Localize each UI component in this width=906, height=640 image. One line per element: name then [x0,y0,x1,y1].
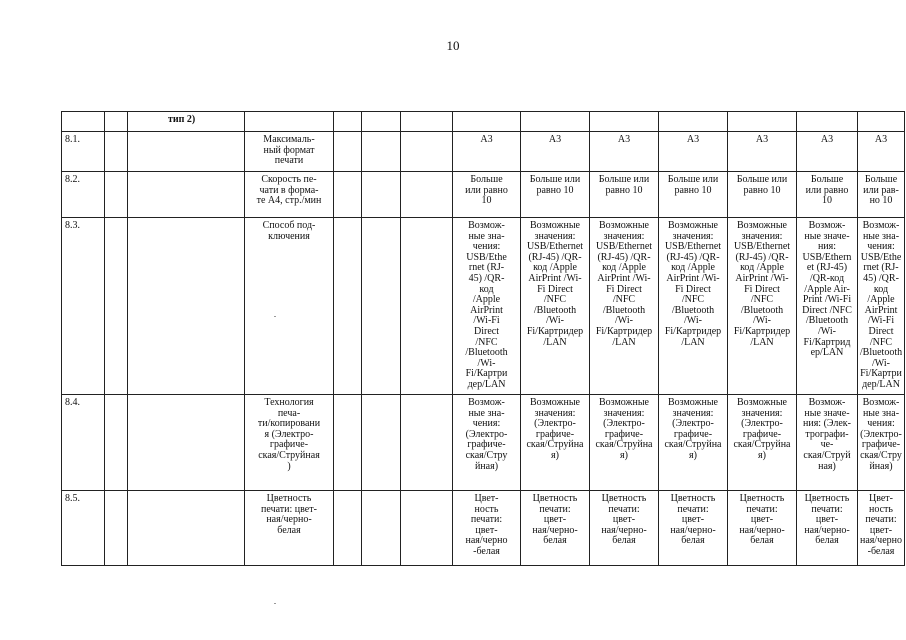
value-cell: Больше или равно 10 [797,172,858,218]
cell-empty [797,112,858,132]
cell-empty [334,395,362,491]
cell-empty [334,491,362,566]
value-cell: Цвет- ность печати: цвет- ная/черно -белая [453,491,521,566]
cell-empty [105,172,128,218]
cell-empty [334,112,362,132]
characteristic-name: Технология печа- ти/копировани я (Электро- графиче- ская/Струйная ) [245,395,334,491]
value-cell: Возмож- ные зна- чения: USB/Ethe rnet (RJ- 45) /QR- код /Apple AirPrint /Wi-Fi Direct /NFC /Bluetooth /Wi- Fi/Картри дер/LAN [858,218,905,395]
table-row [62,395,905,491]
cell-empty [128,491,245,566]
value-cell: Возможные значения: (Электро- графиче- ская/Струйна я) [728,395,797,491]
value-cell: А3 [521,132,590,172]
cell-empty [401,132,453,172]
value-cell: Больше или рав- но 10 [858,172,905,218]
value-cell: Возмож- ные зна- чения: (Электро- графиче- ская/Стру йная) [453,395,521,491]
cell-empty [453,112,521,132]
value-cell: Возможные значения: (Электро- графиче- ская/Струйна я) [590,395,659,491]
value-cell: А3 [858,132,905,172]
item-number: 8.5. [62,491,105,566]
value-cell: Цветность печати: цвет- ная/черно- белая [590,491,659,566]
value-cell: Больше или равно 10 [521,172,590,218]
value-cell: А3 [797,132,858,172]
value-cell: Возможные значения: (Электро- графиче- ская/Струйна я) [521,395,590,491]
value-cell: Возможные значения: USB/Ethernet (RJ-45) /QR- код /Apple AirPrint /Wi- Fi Direct /NFC /Bluetooth /Wi- Fi/Картридер /LAN [659,218,728,395]
value-cell: Возможные значения: USB/Ethernet (RJ-45) /QR- код /Apple AirPrint /Wi- Fi Direct /NFC /Bluetooth /Wi- Fi/Картридер /LAN [521,218,590,395]
cell-empty [858,112,905,132]
scan-speck [274,603,276,604]
value-cell: Цветность печати: цвет- ная/черно- белая [728,491,797,566]
value-cell: Цветность печати: цвет- ная/черно- белая [659,491,728,566]
cell-empty [362,491,401,566]
cell-empty [128,218,245,395]
value-cell: Возмож- ные зна- чения: (Электро- графиче- ская/Стру йная) [858,395,905,491]
cell-empty [105,218,128,395]
value-cell: Возможные значения: USB/Ethernet (RJ-45) /QR- код /Apple AirPrint /Wi- Fi Direct /NFC /Bluetooth /Wi- Fi/Картридер /LAN [590,218,659,395]
section-header: тип 2) [128,112,245,132]
cell-empty [401,218,453,395]
cell-empty [128,132,245,172]
value-cell: Возмож- ные значе- ния: (Элек- трографи- че- ская/Струй ная) [797,395,858,491]
table-row [62,132,905,172]
value-cell: А3 [453,132,521,172]
cell-empty [334,172,362,218]
value-cell: Больше или равно 10 [590,172,659,218]
scan-speck [274,316,276,317]
table-row [62,112,905,132]
cell-num [62,112,105,132]
page-number: 10 [446,38,460,53]
cell-empty [590,112,659,132]
value-cell: А3 [659,132,728,172]
cell-empty [105,112,128,132]
table-row [62,491,905,566]
value-cell: А3 [590,132,659,172]
cell-empty [401,112,453,132]
value-cell: Возмож- ные зна- чения: USB/Ethe rnet (RJ- 45) /QR- код /Apple AirPrint /Wi-Fi Direct /NFC /Bluetooth /Wi- Fi/Картри дер/LAN [453,218,521,395]
characteristic-name: Максималь- ный формат печати [245,132,334,172]
cell-empty [362,395,401,491]
value-cell: Цвет- ность печати: цвет- ная/черно -белая [858,491,905,566]
item-number: 8.4. [62,395,105,491]
cell-empty [521,112,590,132]
value-cell: А3 [728,132,797,172]
cell-empty [728,112,797,132]
cell-empty [362,112,401,132]
characteristic-name: Способ под- ключения [245,218,334,395]
value-cell: Цветность печати: цвет- ная/черно- белая [521,491,590,566]
spec-table [61,111,905,566]
cell-empty [128,395,245,491]
value-cell: Цветность печати: цвет- ная/черно- белая [797,491,858,566]
cell-empty [128,172,245,218]
cell-empty [334,218,362,395]
value-cell: Возможные значения: (Электро- графиче- ская/Струйна я) [659,395,728,491]
cell-empty [362,132,401,172]
item-number: 8.1. [62,132,105,172]
cell-empty [245,112,334,132]
characteristic-name: Цветность печати: цвет- ная/черно- белая [245,491,334,566]
item-number: 8.3. [62,218,105,395]
value-cell: Больше или равно 10 [453,172,521,218]
cell-empty [362,172,401,218]
table-row [62,172,905,218]
cell-empty [659,112,728,132]
cell-empty [362,218,401,395]
cell-empty [401,395,453,491]
item-number: 8.2. [62,172,105,218]
table-row [62,218,905,395]
cell-empty [334,132,362,172]
value-cell: Больше или равно 10 [728,172,797,218]
characteristic-name: Скорость пе- чати в форма- те А4, стр./мин [245,172,334,218]
cell-empty [401,491,453,566]
cell-empty [105,132,128,172]
cell-empty [105,395,128,491]
value-cell: Больше или равно 10 [659,172,728,218]
value-cell: Возмож- ные значе- ния: USB/Ethern et (RJ-45) /QR-код /Apple Air- Print /Wi-Fi Direct /NFC /Bluetooth /Wi- Fi/Картрид ер/LAN [797,218,858,395]
cell-empty [401,172,453,218]
value-cell: Возможные значения: USB/Ethernet (RJ-45) /QR- код /Apple AirPrint /Wi- Fi Direct /NFC /Bluetooth /Wi- Fi/Картридер /LAN [728,218,797,395]
cell-empty [105,491,128,566]
